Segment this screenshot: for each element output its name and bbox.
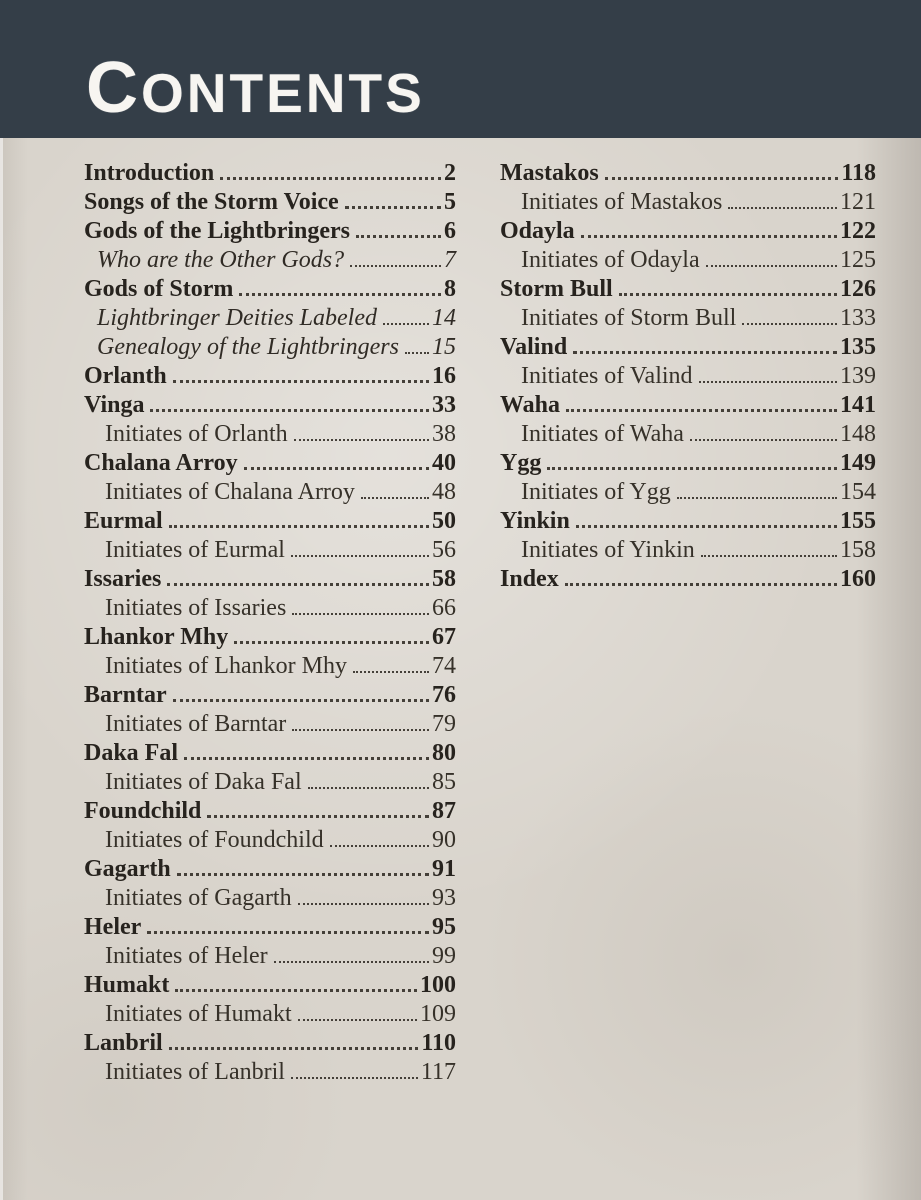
toc-entry-page-number: 58 — [432, 566, 456, 592]
toc-entry — [500, 218, 876, 247]
dot-leader — [565, 583, 837, 586]
dot-leader — [173, 380, 429, 383]
toc-entry-page-number: 14 — [432, 305, 456, 331]
toc-entry — [84, 711, 456, 740]
toc-entry — [84, 450, 456, 479]
dot-leader — [292, 613, 429, 615]
toc-entry-label: Gods of Storm — [84, 276, 234, 302]
toc-entry — [500, 276, 876, 305]
toc-entry — [84, 276, 456, 305]
toc-entry — [84, 856, 456, 885]
toc-entry-page-number: 8 — [444, 276, 456, 302]
toc-entry-label: Gagarth — [84, 856, 171, 882]
toc-entry-page-number: 100 — [420, 972, 456, 998]
dot-leader — [167, 583, 429, 586]
dot-leader — [576, 525, 837, 528]
toc-entry-page-number: 93 — [432, 885, 456, 911]
toc-entry-label: Initiates of Waha — [521, 421, 684, 447]
toc-entry-label: Initiates of Yinkin — [521, 537, 695, 563]
dot-leader — [573, 351, 837, 354]
dot-leader — [566, 409, 837, 412]
toc-entry-label: Lanbril — [84, 1030, 163, 1056]
dot-leader — [383, 323, 429, 325]
dot-leader — [292, 729, 429, 731]
page-header — [0, 0, 921, 138]
toc-entry — [84, 218, 456, 247]
toc-entry-page-number: 109 — [420, 1001, 456, 1027]
toc-entry — [84, 595, 456, 624]
dot-leader — [350, 265, 441, 267]
toc-entry-page-number: 48 — [432, 479, 456, 505]
toc-entry-label: Introduction — [84, 160, 215, 186]
dot-leader — [147, 931, 429, 934]
toc-entry-label: Initiates of Foundchild — [105, 827, 324, 853]
dot-leader — [150, 409, 429, 412]
toc-entry-label: Initiates of Orlanth — [105, 421, 288, 447]
dot-leader — [274, 961, 429, 963]
toc-entry — [84, 479, 456, 508]
toc-entry-label: Yinkin — [500, 508, 570, 534]
toc-entry-label: Initiates of Odayla — [521, 247, 700, 273]
toc-entry-label: Who are the Other Gods? — [97, 247, 345, 273]
dot-leader — [405, 352, 429, 354]
toc-entry-label: Barntar — [84, 682, 167, 708]
toc-entry-page-number: 67 — [432, 624, 456, 650]
toc-entry-label: Valind — [500, 334, 568, 360]
toc-entry-page-number: 87 — [432, 798, 456, 824]
dot-leader — [706, 265, 837, 267]
toc-entry-label: Lightbringer Deities Labeled — [97, 305, 377, 331]
toc-entry-label: Initiates of Chalana Arroy — [105, 479, 355, 505]
toc-entry-page-number: 122 — [840, 218, 876, 244]
toc-entry-label: Initiates of Ygg — [521, 479, 671, 505]
dot-leader — [298, 903, 429, 905]
toc-entry-label: Foundchild — [84, 798, 202, 824]
toc-entry — [84, 972, 456, 1001]
toc-entry-label: Orlanth — [84, 363, 167, 389]
toc-entry-page-number: 66 — [432, 595, 456, 621]
dot-leader — [298, 1019, 417, 1021]
toc-entry-page-number: 16 — [432, 363, 456, 389]
toc-entry-label: Humakt — [84, 972, 170, 998]
toc-entry-page-number: 160 — [840, 566, 876, 592]
toc-entry-page-number: 7 — [444, 247, 456, 273]
toc-entry — [84, 914, 456, 943]
toc-entry-page-number: 50 — [432, 508, 456, 534]
table-of-contents — [84, 160, 876, 1088]
toc-entry-label: Heler — [84, 914, 142, 940]
toc-entry-label: Storm Bull — [500, 276, 613, 302]
toc-entry-page-number: 56 — [432, 537, 456, 563]
dot-leader — [169, 525, 429, 528]
page-title-rest: ONTENTS — [141, 62, 425, 124]
toc-entry-page-number: 133 — [840, 305, 876, 331]
toc-entry — [84, 247, 456, 276]
toc-entry-page-number: 6 — [444, 218, 456, 244]
dot-leader — [220, 177, 441, 180]
dot-leader — [177, 873, 429, 876]
toc-entry-page-number: 40 — [432, 450, 456, 476]
toc-entry-page-number: 135 — [840, 334, 876, 360]
toc-entry-label: Songs of the Storm Voice — [84, 189, 339, 215]
dot-leader — [690, 439, 837, 441]
dot-leader — [701, 555, 837, 557]
toc-entry-label: Vinga — [84, 392, 145, 418]
toc-entry-page-number: 99 — [432, 943, 456, 969]
dot-leader — [291, 1077, 418, 1079]
toc-entry-label: Index — [500, 566, 559, 592]
dot-leader — [175, 989, 417, 992]
dot-leader — [291, 555, 429, 557]
toc-entry — [84, 392, 456, 421]
toc-entry-label: Daka Fal — [84, 740, 179, 766]
toc-entry-page-number: 149 — [840, 450, 876, 476]
toc-entry-label: Initiates of Heler — [105, 943, 268, 969]
toc-entry — [84, 508, 456, 537]
toc-entry — [500, 450, 876, 479]
toc-entry-label: Initiates of Eurmal — [105, 537, 285, 563]
dot-leader — [169, 1047, 419, 1050]
toc-entry-page-number: 91 — [432, 856, 456, 882]
toc-entry-label: Lhankor Mhy — [84, 624, 229, 650]
toc-entry-page-number: 2 — [444, 160, 456, 186]
toc-entry — [84, 1001, 456, 1030]
toc-entry — [84, 1030, 456, 1059]
toc-entry-page-number: 5 — [444, 189, 456, 215]
toc-entry-label: Genealogy of the Lightbringers — [97, 334, 399, 360]
toc-entry-page-number: 110 — [421, 1030, 456, 1056]
toc-entry-label: Mastakos — [500, 160, 599, 186]
toc-entry-label: Ygg — [500, 450, 542, 476]
dot-leader — [356, 235, 441, 238]
dot-leader — [234, 641, 429, 644]
dot-leader — [361, 497, 429, 499]
toc-entry-label: Initiates of Humakt — [105, 1001, 292, 1027]
toc-entry — [500, 363, 876, 392]
toc-entry — [500, 160, 876, 189]
toc-entry-label: Initiates of Storm Bull — [521, 305, 737, 331]
toc-entry-page-number: 139 — [840, 363, 876, 389]
toc-entry-label: Eurmal — [84, 508, 163, 534]
toc-entry-page-number: 38 — [432, 421, 456, 447]
toc-entry-page-number: 79 — [432, 711, 456, 737]
toc-entry — [84, 769, 456, 798]
toc-entry-page-number: 154 — [840, 479, 876, 505]
toc-entry-page-number: 141 — [840, 392, 876, 418]
dot-leader — [173, 699, 429, 702]
toc-entry — [84, 305, 456, 334]
dot-leader — [244, 467, 429, 470]
dot-leader — [308, 787, 429, 789]
toc-entry — [84, 189, 456, 218]
dot-leader — [353, 671, 429, 673]
dot-leader — [728, 207, 837, 209]
toc-entry — [84, 653, 456, 682]
toc-entry-page-number: 90 — [432, 827, 456, 853]
toc-entry-page-number: 118 — [841, 160, 876, 186]
page-title — [86, 48, 425, 128]
toc-entry-label: Initiates of Mastakos — [521, 189, 723, 215]
toc-entry — [84, 682, 456, 711]
toc-entry-page-number: 95 — [432, 914, 456, 940]
toc-column-left — [84, 160, 456, 1088]
toc-entry-label: Odayla — [500, 218, 575, 244]
toc-entry — [84, 1059, 456, 1088]
toc-entry-label: Initiates of Barntar — [105, 711, 287, 737]
toc-entry-label: Gods of the Lightbringers — [84, 218, 351, 244]
toc-entry — [84, 740, 456, 769]
toc-entry — [500, 537, 876, 566]
dot-leader — [207, 815, 429, 818]
toc-entry — [500, 421, 876, 450]
dot-leader — [742, 323, 837, 325]
dot-leader — [547, 467, 837, 470]
toc-entry — [84, 537, 456, 566]
toc-entry — [500, 392, 876, 421]
dot-leader — [699, 381, 837, 383]
toc-entry-page-number: 76 — [432, 682, 456, 708]
toc-entry — [500, 508, 876, 537]
toc-entry-page-number: 80 — [432, 740, 456, 766]
toc-entry-label: Chalana Arroy — [84, 450, 238, 476]
toc-entry — [500, 189, 876, 218]
toc-entry — [84, 334, 456, 363]
toc-entry-page-number: 74 — [432, 653, 456, 679]
toc-entry-page-number: 158 — [840, 537, 876, 563]
dot-leader — [294, 439, 429, 441]
toc-entry — [500, 247, 876, 276]
dot-leader — [605, 177, 839, 180]
toc-entry-label: Initiates of Lanbril — [105, 1059, 285, 1085]
toc-entry-page-number: 126 — [840, 276, 876, 302]
toc-entry-page-number: 15 — [432, 334, 456, 360]
dot-leader — [184, 757, 429, 760]
toc-entry-page-number: 85 — [432, 769, 456, 795]
toc-entry-label: Issaries — [84, 566, 162, 592]
toc-entry-label: Initiates of Issaries — [105, 595, 287, 621]
dot-leader — [239, 293, 441, 296]
toc-entry — [84, 160, 456, 189]
toc-entry-page-number: 148 — [840, 421, 876, 447]
toc-entry-label: Initiates of Gagarth — [105, 885, 292, 911]
toc-entry-page-number: 155 — [840, 508, 876, 534]
dot-leader — [677, 497, 837, 499]
toc-entry — [84, 943, 456, 972]
toc-entry-label: Waha — [500, 392, 561, 418]
toc-entry-page-number: 117 — [420, 1059, 456, 1085]
toc-entry-label: Initiates of Lhankor Mhy — [105, 653, 347, 679]
page-title-initial: C — [86, 48, 141, 128]
toc-entry — [500, 566, 876, 595]
toc-entry — [84, 566, 456, 595]
toc-entry-label: Initiates of Valind — [521, 363, 693, 389]
toc-entry — [84, 798, 456, 827]
toc-entry-page-number: 33 — [432, 392, 456, 418]
toc-entry — [84, 827, 456, 856]
toc-entry — [500, 334, 876, 363]
toc-entry — [84, 624, 456, 653]
toc-entry-label: Initiates of Daka Fal — [105, 769, 302, 795]
dot-leader — [345, 206, 441, 209]
toc-column-right — [500, 160, 876, 1088]
dot-leader — [330, 845, 429, 847]
toc-entry — [84, 421, 456, 450]
toc-entry-page-number: 121 — [840, 189, 876, 215]
toc-entry-page-number: 125 — [840, 247, 876, 273]
toc-entry — [84, 363, 456, 392]
toc-entry — [84, 885, 456, 914]
dot-leader — [619, 293, 837, 296]
dot-leader — [581, 235, 837, 238]
toc-entry — [500, 305, 876, 334]
toc-entry — [500, 479, 876, 508]
